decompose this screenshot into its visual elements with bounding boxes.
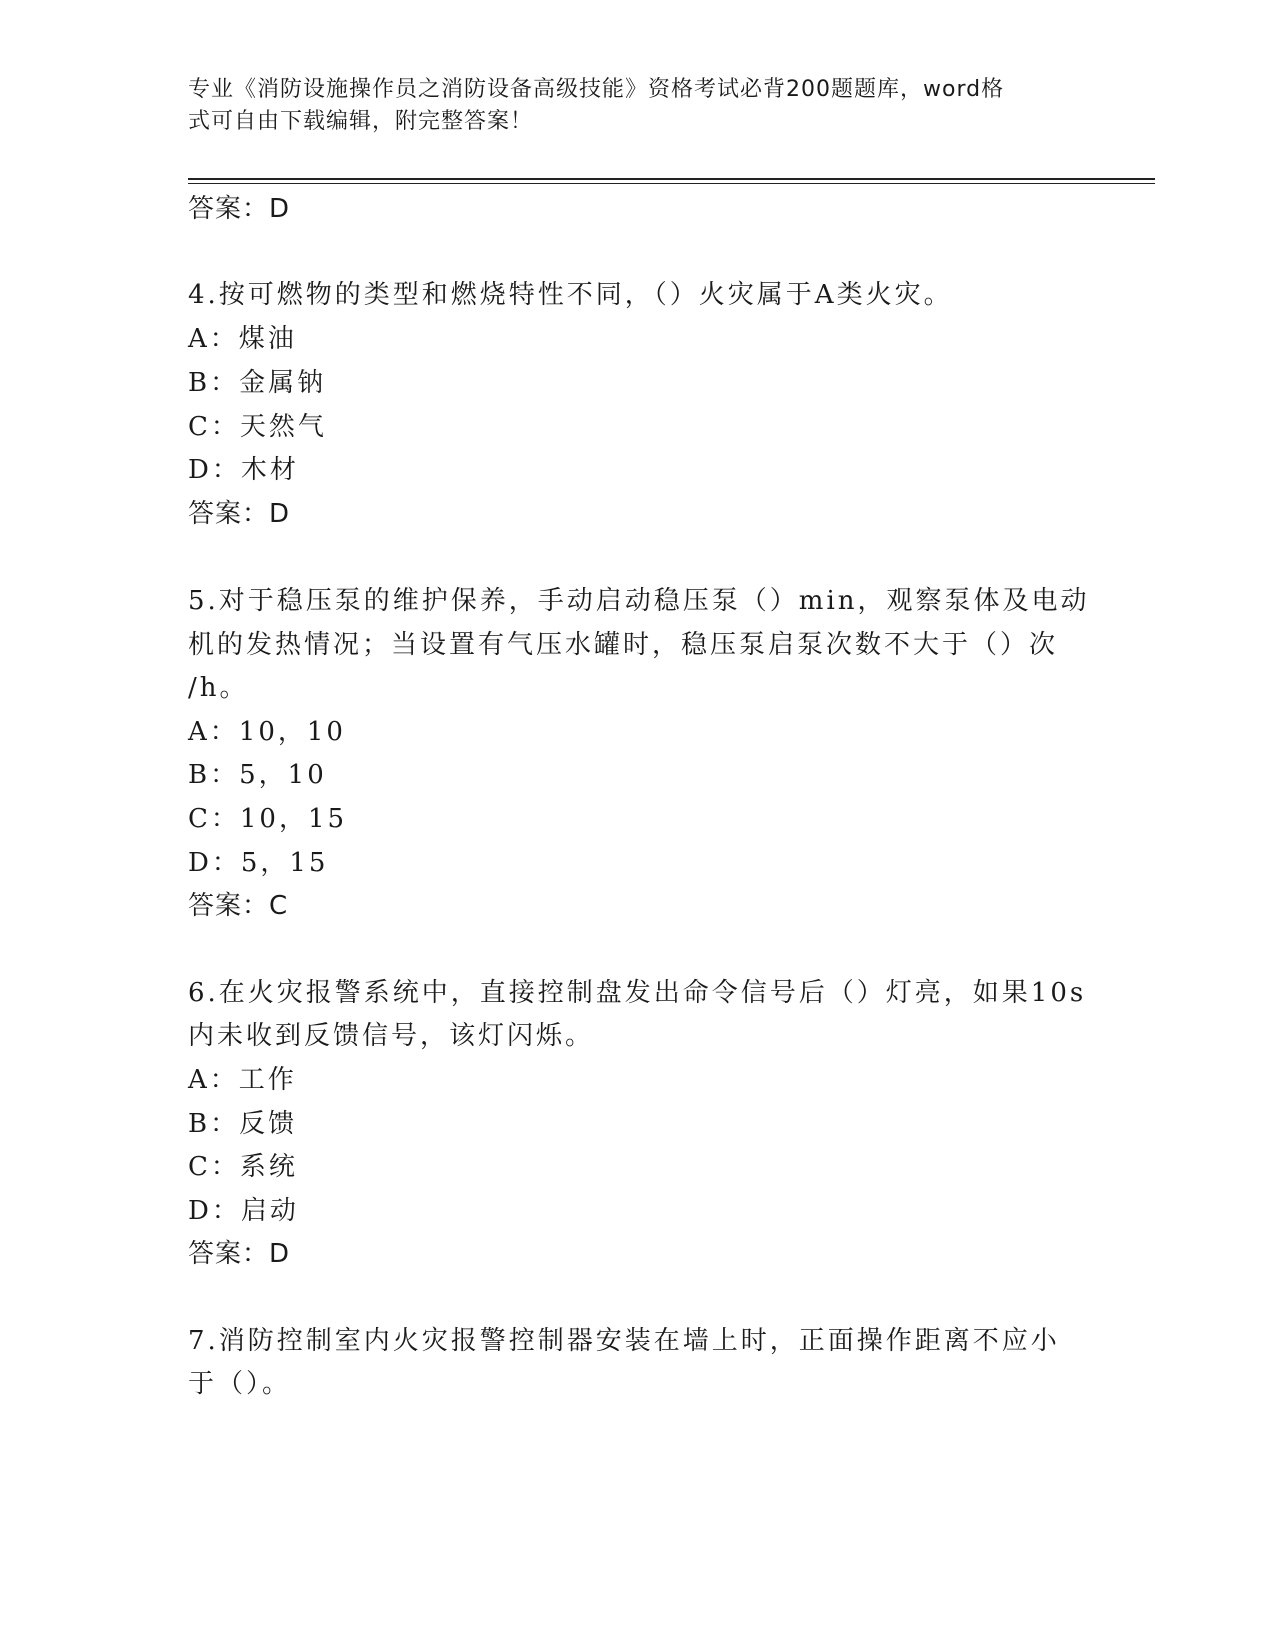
question-4-option-a: A：煤油 (188, 324, 297, 354)
header-divider-thick (188, 178, 1155, 180)
question-6-answer: 答案：D (188, 1239, 291, 1269)
question-5-option-b: B：5，10 (188, 760, 327, 790)
question-6-option-d: D：启动 (188, 1196, 299, 1226)
header-line-1: 专业《消防设施操作员之消防设备高级技能》资格考试必背200题题库，word格 (188, 77, 1005, 102)
answer-line: 答案：D (188, 194, 291, 224)
question-6-option-b: B：反馈 (188, 1109, 298, 1139)
question-5-stem-line-3: /h。 (188, 673, 249, 703)
question-5-stem-line-2: 机的发热情况；当设置有气压水罐时，稳压泵启泵次数不大于（）次 (188, 630, 1059, 660)
question-6-stem-line-1: 6.在火灾报警系统中，直接控制盘发出命令信号后（）灯亮，如果10s (188, 978, 1087, 1008)
header-line-2: 式可自由下载编辑，附完整答案！ (188, 109, 534, 134)
question-7-stem-line-1: 7.消防控制室内火灾报警控制器安装在墙上时，正面操作距离不应小 (188, 1326, 1060, 1356)
question-5-option-d: D：5，15 (188, 848, 329, 878)
question-5-answer: 答案：C (188, 891, 289, 921)
question-6-option-c: C：系统 (188, 1152, 298, 1182)
question-4-option-b: B：金属钠 (188, 368, 327, 398)
question-4-answer: 答案：D (188, 499, 291, 529)
question-6-stem-line-2: 内未收到反馈信号，该灯闪烁。 (188, 1021, 595, 1051)
question-4-option-c: C：天然气 (188, 412, 327, 442)
question-4-stem: 4.按可燃物的类型和燃烧特性不同，（）火灾属于A类火灾。 (188, 280, 953, 310)
header-divider-thin (188, 183, 1155, 184)
question-4-option-d: D：木材 (188, 455, 299, 485)
question-5-option-c: C：10，15 (188, 804, 348, 834)
question-7-stem-line-2: 于（）。 (188, 1369, 292, 1399)
question-6-option-a: A：工作 (188, 1065, 297, 1095)
question-5-stem-line-1: 5.对于稳压泵的维护保养，手动启动稳压泵（）min，观察泵体及电动 (188, 586, 1090, 616)
question-5-option-a: A：10，10 (188, 717, 346, 747)
document-header (188, 74, 1088, 138)
